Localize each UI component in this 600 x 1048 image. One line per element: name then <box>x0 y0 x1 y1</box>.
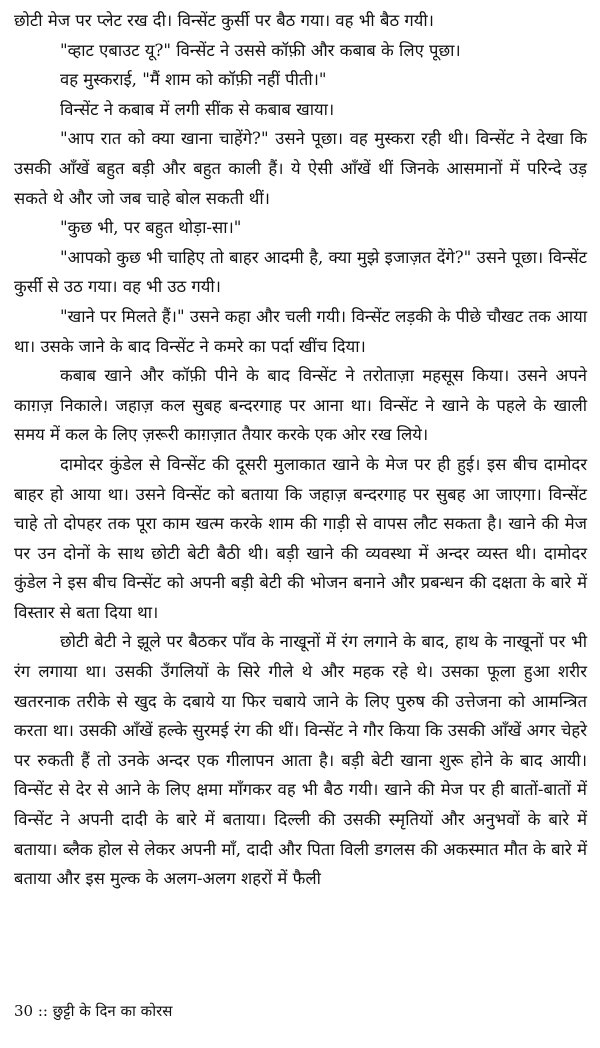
page-body <box>14 6 587 894</box>
paragraph-6: "कुछ भी, पर बहुत थोड़ा-सा।" <box>60 218 242 238</box>
paragraph-9: कबाब खाने और कॉफ़ी पीने के बाद विन्सेंट ने तरोताज़ा महसूस किया। उसने अपने काग़ज़ निकाले। जहाज़ कल सुबह बन्दरगाह पर आना था। विन्सेंट ने खाने के पहले के खाली समय में कल के लिए ज़रूरी काग़ज़ात तैयार करके एक ओर रख लिये। <box>14 366 587 445</box>
paragraph-11: छोटी बेटी ने झूले पर बैठकर पाँव के नाखूनों में रंग लगाने के बाद, हाथ के नाखूनों पर भी रंग लगाया था। उसकी उँगलियों के सिरे गीले थे और महक रहे थे। उसका फूला हुआ शरीर खतरनाक तरीके से खुद के दबाये या फिर चबाये जाने के लिए पुरुष की उत्तेजना को आमन्त्रित करता था। उसकी आँखें हल्के सुरमई रंग की थीं। विन्सेंट ने गौर किया कि उसकी आँखें अगर चेहरे पर रुकती हैं तो उनके अन्दर एक गीलापन आता है। बड़ी बेटी खाना शुरू होने के बाद आयी। विन्सेंट से देर से आने के लिए क्षमा माँगकर वह भी बैठ गयी। खाने की मेज पर ही बातों-बातों में विन्सेंट ने अपनी दादी के बारे में बताया। दिल्ली की उसकी स्मृतियों और अनुभवों के बारे में बताया। ब्लैक होल से लेकर अपनी माँ, दादी और पिता विली डगलस की अकस्मात मौत के बारे में बताया और इस मुल्क के अलग-अलग शहरों में फैली <box>14 632 587 889</box>
paragraph-2: "व्हाट एबाउट यू?" विन्सेंट ने उससे कॉफ़ी और कबाब के लिए पूछा। <box>60 40 461 60</box>
paragraph-5: "आप रात को क्या खाना चाहेंगे?" उसने पूछा। वह मुस्करा रही थी। विन्सेंट ने देखा कि उसकी आँखें बहुत बड़ी और बहुत काली हैं। ये ऐसी आँखें थीं जिनके आसमानों में परिन्दे उड़ सकते थे और जो जब चाहे बोल सकती थीं। <box>14 129 587 208</box>
book-title: छुट्टी के दिन का कोरस <box>52 1002 173 1020</box>
page-number: 30 <box>14 1002 34 1020</box>
paragraph-10: दामोदर कुंडेल से विन्सेंट की दूसरी मुलाकात खाने के मेज पर ही हुई। इस बीच दामोदर बाहर हो आया था। उसने विन्सेंट को बताया कि जहाज़ बन्दरगाह पर सुबह आ जाएगा। विन्सेंट चाहे तो दोपहर तक पूरा काम खत्म करके शाम की गाड़ी से वापस लौट सकता है। खाने की मेज पर उन दोनों के साथ छोटी बेटी बैठी थी। बड़ी खाने की व्यवस्था में अन्दर व्यस्त थी। दामोदर कुंडेल ने इस बीच विन्सेंट को अपनी बड़ी बेटी की भोजन बनाने और प्रबन्धन की दक्षता के बारे में विस्तार से बता दिया था। <box>14 454 587 622</box>
paragraph-7: "आपको कुछ भी चाहिए तो बाहर आदमी है, क्या मुझे इजाज़त देंगे?" उसने पूछा। विन्सेंट कुर्सी से उठ गया। वह भी उठ गयी। <box>14 247 587 297</box>
paragraph-3: वह मुस्कराई, "मैं शाम को कॉफ़ी नहीं पीती।" <box>60 70 327 90</box>
footer-separator: :: <box>37 1002 48 1020</box>
paragraph-8: "खाने पर मिलते हैं।" उसने कहा और चली गयी। विन्सेंट लड़की के पीछे चौखट तक आया था। उसके जाने के बाद विन्सेंट ने कमरे का पर्दा खींच दिया। <box>14 306 587 356</box>
paragraph-4: विन्सेंट ने कबाब में लगी सींक से कबाब खाया। <box>60 99 335 119</box>
page-footer <box>14 1000 172 1022</box>
paragraph-1: छोटी मेज पर प्लेट रख दी। विन्सेंट कुर्सी पर बैठ गया। वह भी बैठ गयी। <box>14 11 434 30</box>
